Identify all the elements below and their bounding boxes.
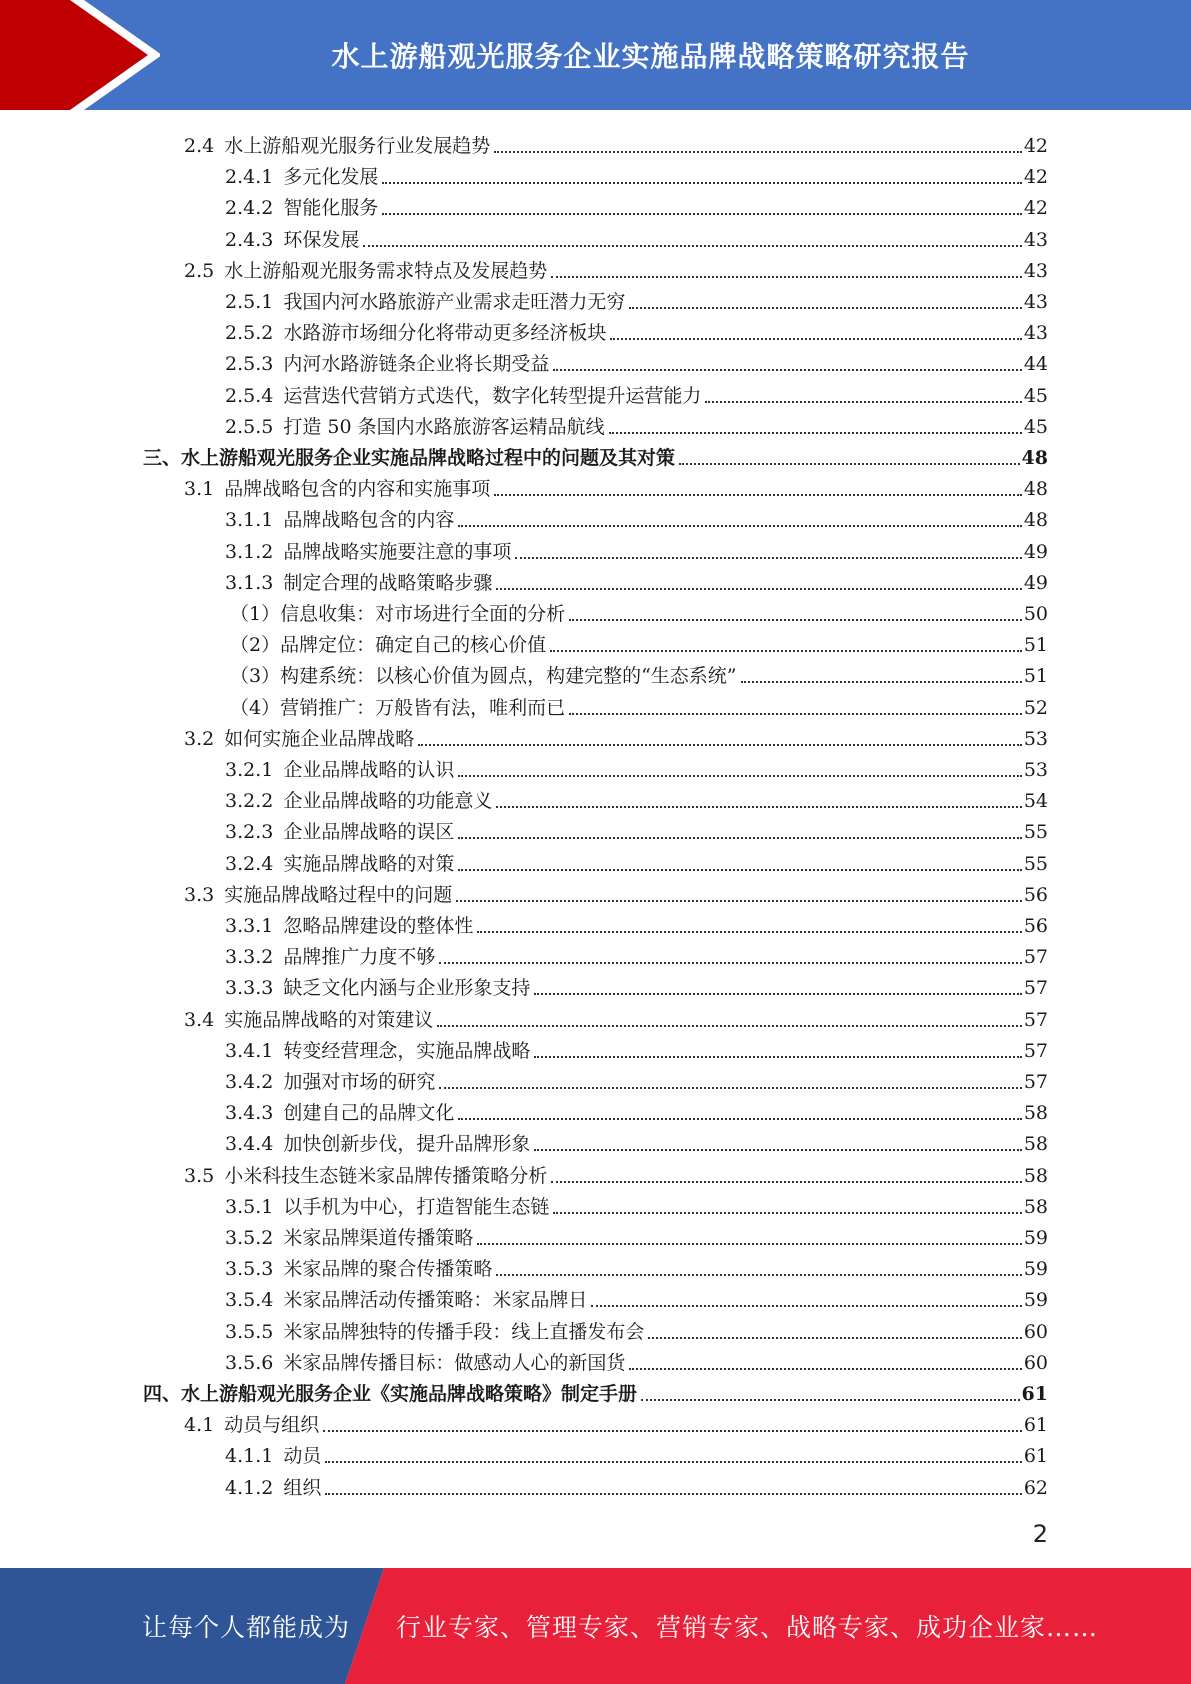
toc-entry[interactable] [184, 1157, 1048, 1188]
toc-entry-label: 如何实施企业品牌战略 [224, 727, 415, 750]
toc-entry-number: 2.5.5 [225, 415, 274, 438]
toc-dot-leader [494, 494, 1022, 496]
toc-entry-number: 2.5.4 [225, 384, 274, 407]
toc-entry-page: 55 [1023, 821, 1048, 844]
toc-entry-label: 米家品牌传播目标：做感动人心的新国货 [283, 1351, 626, 1374]
toc-entry[interactable] [225, 1032, 1048, 1063]
toc-entry-page: 59 [1023, 1258, 1048, 1281]
toc-entry[interactable] [225, 907, 1048, 938]
toc-entry[interactable] [225, 1313, 1048, 1344]
toc-entry-label: 以手机为中心，打造智能生态链 [283, 1195, 550, 1218]
toc-entry[interactable] [225, 1281, 1048, 1312]
toc-entry-label: 动员 [283, 1445, 322, 1468]
toc-entry-page: 43 [1023, 259, 1048, 282]
toc-entry-page: 57 [1023, 1071, 1048, 1093]
toc-entry-page: 58 [1023, 1102, 1048, 1125]
toc-dot-leader [325, 1461, 1021, 1463]
toc-entry-label: 创建自己的品牌文化 [283, 1102, 455, 1125]
toc-entry-page: 57 [1023, 1039, 1048, 1062]
toc-entry[interactable] [225, 189, 1048, 220]
toc-entry-page: 58 [1023, 1164, 1048, 1187]
toc-entry-label: 运营迭代营销方式迭代，数字化转型提升运营能力 [283, 384, 702, 407]
toc-dot-leader [629, 307, 1021, 309]
toc-entry-label: （1）信息收集：对市场进行全面的分析 [230, 603, 566, 625]
toc-entry-number: 3.5.6 [225, 1351, 274, 1374]
toc-entry-label: 米家品牌独特的传播手段：线上直播发布会 [283, 1320, 645, 1343]
toc-entry-page: 51 [1023, 634, 1048, 657]
toc-entry-number: 3.4 [184, 1008, 215, 1031]
toc-entry-number: 4.1 [184, 1414, 215, 1437]
toc-entry-page: 52 [1023, 696, 1048, 719]
toc-entry-label: 三、水上游船观光服务企业实施品牌战略过程中的问题及其对策 [143, 447, 676, 469]
toc-entry-page: 48 [1023, 478, 1048, 501]
footer-slogan-left: 让每个人都能成为 [142, 1613, 351, 1642]
toc-entry-label: 加强对市场的研究 [283, 1071, 436, 1093]
toc-entry-number: 3.3.3 [225, 977, 274, 1000]
toc-entry[interactable] [184, 720, 1048, 751]
header-chevron-icon [0, 0, 160, 110]
toc-entry-page: 44 [1023, 353, 1048, 376]
toc-entry-page: 48 [1023, 509, 1048, 532]
toc-entry-page: 60 [1023, 1351, 1048, 1374]
toc-entry-number: 3.1.2 [225, 540, 274, 563]
toc-entry-label: 加快创新步伐，提升品牌形象 [283, 1133, 531, 1156]
toc-dot-leader [325, 1493, 1021, 1495]
toc-entry[interactable] [225, 751, 1048, 782]
toc-entry[interactable] [184, 876, 1048, 907]
toc-dot-leader [477, 1243, 1021, 1245]
toc-entry-page: 43 [1023, 322, 1048, 345]
toc-entry-page: 49 [1023, 540, 1048, 563]
toc-entry-label: 企业品牌战略的误区 [283, 821, 455, 844]
toc-entry[interactable] [230, 657, 1048, 688]
toc-dot-leader [458, 1118, 1021, 1120]
toc-entry-label: 动员与组织 [224, 1414, 320, 1437]
toc-entry-number: 3.4.4 [225, 1133, 274, 1156]
toc-entry-number: 3.5.1 [225, 1195, 274, 1218]
toc-entry-page: 51 [1023, 665, 1048, 688]
toc-entry-number: 2.5.2 [225, 322, 274, 345]
toc-entry[interactable] [184, 1406, 1048, 1437]
toc-entry-page: 56 [1023, 915, 1048, 937]
toc-entry-label: 四、水上游船观光服务企业《实施品牌战略策略》制定手册 [143, 1383, 638, 1405]
page-footer [0, 1568, 1191, 1684]
toc-entry-label: 实施品牌战略的对策 [283, 852, 455, 875]
toc-dot-leader [553, 1212, 1021, 1214]
toc-entry-number: 4.1.2 [225, 1476, 274, 1499]
toc-entry[interactable] [225, 345, 1048, 376]
toc-dot-leader [648, 1337, 1021, 1339]
toc-entry-page: 55 [1023, 852, 1048, 875]
toc-dot-leader [458, 525, 1021, 527]
toc-entry-label: 打造 50 条国内水路旅游客运精品航线 [283, 415, 605, 438]
toc-entry-page: 49 [1023, 571, 1048, 594]
toc-dot-leader [534, 1149, 1021, 1151]
toc-entry-number: 4.1.1 [225, 1445, 274, 1468]
toc-entry-page: 60 [1023, 1320, 1048, 1343]
toc-entry[interactable] [184, 127, 1048, 158]
toc-entry-number: 3.5.5 [225, 1320, 274, 1343]
toc-entry-page: 50 [1023, 603, 1048, 625]
toc-entry-label: 制定合理的战略策略步骤 [283, 571, 493, 594]
toc-entry[interactable] [225, 564, 1048, 595]
toc-entry-page: 53 [1023, 727, 1048, 750]
toc-entry-label: 水上游船观光服务需求特点及发展趋势 [224, 259, 548, 282]
toc-entry-number: 3.4.2 [225, 1071, 274, 1093]
toc-entry-page: 62 [1023, 1476, 1048, 1499]
toc-dot-leader [705, 401, 1021, 403]
toc-entry-label: 品牌战略包含的内容 [283, 509, 455, 532]
page-header [0, 0, 1191, 110]
toc-dot-leader [679, 463, 1020, 465]
toc-entry[interactable] [225, 1250, 1048, 1281]
toc-entry-page: 48 [1021, 447, 1048, 469]
toc-entry-number: 2.5.1 [225, 291, 274, 313]
toc-entry[interactable] [225, 813, 1048, 844]
toc-entry-number: 2.5 [184, 259, 215, 282]
toc-entry-page: 42 [1023, 197, 1048, 220]
toc-dot-leader [515, 557, 1021, 559]
toc-entry-label: 忽略品牌建设的整体性 [283, 915, 474, 937]
toc-entry[interactable] [184, 1001, 1048, 1032]
toc-entry-label: 缺乏文化内涵与企业形象支持 [283, 977, 531, 1000]
toc-dot-leader [439, 1087, 1021, 1089]
toc-entry-page: 45 [1023, 384, 1048, 407]
toc-entry-number: 2.5.3 [225, 353, 274, 376]
toc-entry-number: 3.2.1 [225, 759, 274, 781]
toc-entry-page: 53 [1023, 759, 1048, 781]
toc-entry-number: 3.2.3 [225, 821, 274, 844]
toc-dot-leader [610, 338, 1021, 340]
toc-dot-leader [609, 432, 1022, 434]
toc-entry-page: 57 [1023, 1008, 1048, 1031]
toc-dot-leader [382, 182, 1021, 184]
toc-entry-number: 3.1.1 [225, 509, 274, 532]
toc-entry-page: 56 [1023, 883, 1048, 906]
toc-entry-page: 42 [1023, 135, 1048, 157]
toc-entry[interactable] [225, 1344, 1048, 1375]
toc-dot-leader [496, 806, 1021, 808]
toc-entry-number: 2.4.2 [225, 197, 274, 220]
toc-dot-leader [363, 245, 1021, 247]
toc-entry-page: 61 [1023, 1445, 1048, 1468]
toc-entry-page: 57 [1023, 977, 1048, 1000]
footer-slogan-right: 行业专家、管理专家、营销专家、战略专家、成功企业家…… [396, 1613, 1099, 1642]
toc-dot-leader [569, 713, 1022, 715]
toc-entry[interactable] [230, 626, 1048, 657]
toc-entry-number: 3.3.1 [225, 915, 274, 937]
toc-entry-number: 3.1.3 [225, 571, 274, 594]
toc-entry-label: 环保发展 [283, 228, 360, 251]
toc-entry[interactable] [225, 533, 1048, 564]
toc-dot-leader [382, 213, 1021, 215]
toc-dot-leader [641, 1399, 1020, 1401]
toc-dot-leader [629, 1368, 1021, 1370]
toc-dot-leader [551, 276, 1022, 278]
toc-dot-leader [458, 775, 1021, 777]
toc-entry[interactable] [225, 938, 1048, 969]
toc-entry[interactable] [143, 1375, 1048, 1406]
toc-dot-leader [496, 588, 1021, 590]
toc-entry[interactable] [225, 1125, 1048, 1156]
toc-entry[interactable] [225, 221, 1048, 252]
toc-entry-number: 3.2 [184, 727, 215, 750]
toc-entry-number: 3.5 [184, 1164, 215, 1187]
toc-entry-page: 45 [1023, 415, 1048, 438]
toc-entry-label: 小米科技生态链米家品牌传播策略分析 [224, 1164, 548, 1187]
toc-entry[interactable] [225, 501, 1048, 532]
toc-entry-label: 企业品牌战略的功能意义 [283, 790, 493, 813]
toc-entry-page: 59 [1023, 1289, 1048, 1312]
toc-entry-label: （3）构建系统：以核心价值为圆点，构建完整的“生态系统” [230, 665, 737, 688]
toc-entry-page: 58 [1023, 1133, 1048, 1156]
toc-entry[interactable] [225, 1188, 1048, 1219]
toc-entry-label: 水上游船观光服务行业发展趋势 [224, 135, 491, 157]
toc-entry-number: 3.5.4 [225, 1289, 274, 1312]
page-number: 2 [1032, 1520, 1048, 1548]
toc-entry-number: 3.2.2 [225, 790, 274, 813]
toc-entry-page: 58 [1023, 1195, 1048, 1218]
toc-dot-leader [496, 1274, 1021, 1276]
toc-dot-leader [494, 151, 1022, 153]
toc-entry-page: 42 [1023, 166, 1048, 189]
toc-entry[interactable] [225, 1063, 1048, 1094]
toc-entry[interactable] [184, 252, 1048, 283]
toc-entry-label: 品牌战略包含的内容和实施事项 [224, 478, 491, 501]
toc-entry-number: 3.3.2 [225, 946, 274, 969]
toc-dot-leader [439, 962, 1021, 964]
toc-entry-label: 我国内河水路旅游产业需求走旺潜力无穷 [283, 291, 626, 313]
toc-dot-leader [569, 619, 1022, 621]
toc-entry[interactable] [230, 595, 1048, 626]
toc-entry[interactable] [225, 283, 1048, 314]
toc-dot-leader [418, 744, 1022, 746]
toc-entry-page: 43 [1023, 228, 1048, 251]
toc-entry-label: 企业品牌战略的认识 [283, 759, 455, 781]
toc-entry[interactable] [225, 408, 1048, 439]
toc-entry-label: 米家品牌活动传播策略：米家品牌日 [283, 1289, 588, 1312]
toc-entry-label: 多元化发展 [283, 166, 379, 189]
toc-entry-number: 2.4 [184, 135, 215, 157]
toc-entry-label: 内河水路游链条企业将长期受益 [283, 353, 550, 376]
toc-entry-page: 43 [1023, 291, 1048, 313]
toc-entry-page: 59 [1023, 1227, 1048, 1249]
toc-entry[interactable] [225, 158, 1048, 189]
toc-entry[interactable] [225, 1094, 1048, 1125]
toc-entry[interactable] [225, 1437, 1048, 1468]
toc-entry-number: 3.5.2 [225, 1227, 274, 1249]
toc-dot-leader [534, 993, 1021, 995]
toc-entry-label: 智能化服务 [283, 197, 379, 220]
toc-entry-page: 61 [1023, 1414, 1048, 1437]
toc-entry-page: 61 [1021, 1383, 1048, 1405]
toc-entry-number: 2.4.1 [225, 166, 274, 189]
toc-entry[interactable] [143, 439, 1048, 470]
toc-dot-leader [323, 1430, 1022, 1432]
toc-entry-number: 3.4.1 [225, 1039, 274, 1062]
toc-entry-page: 54 [1023, 790, 1048, 813]
toc-dot-leader [551, 1181, 1022, 1183]
toc-entry-number: 2.4.3 [225, 228, 274, 251]
toc-entry[interactable] [225, 377, 1048, 408]
toc-entry-number: 3.4.3 [225, 1102, 274, 1125]
toc-entry-number: 3.2.4 [225, 852, 274, 875]
document-title: 水上游船观光服务企业实施品牌战略策略研究报告 [331, 40, 970, 73]
toc-entry-label: （2）品牌定位：确定自己的核心价值 [230, 634, 547, 657]
toc-dot-leader [591, 1305, 1021, 1307]
toc-dot-leader [741, 681, 1022, 683]
toc-entry-label: 组织 [283, 1476, 322, 1499]
toc-entry-label: 品牌战略实施要注意的事项 [283, 540, 512, 563]
toc-entry-number: 3.3 [184, 883, 215, 906]
toc-dot-leader [550, 650, 1022, 652]
toc-entry-label: 实施品牌战略的对策建议 [224, 1008, 434, 1031]
toc-entry-label: （4）营销推广：万般皆有法，唯利而已 [230, 696, 566, 719]
toc-dot-leader [456, 900, 1022, 902]
toc-entry-label: 转变经营理念，实施品牌战略 [283, 1039, 531, 1062]
toc-dot-leader [477, 931, 1021, 933]
toc-entry-label: 实施品牌战略过程中的问题 [224, 883, 453, 906]
toc-entry[interactable] [225, 782, 1048, 813]
toc-entry[interactable] [230, 689, 1048, 720]
toc-entry-label: 水路游市场细分化将带动更多经济板块 [283, 322, 607, 345]
toc-entry-label: 品牌推广力度不够 [283, 946, 436, 969]
toc-dot-leader [553, 369, 1021, 371]
toc-entry-number: 3.1 [184, 478, 215, 501]
toc-dot-leader [437, 1025, 1022, 1027]
toc-entry-number: 3.5.3 [225, 1258, 274, 1281]
toc-entry[interactable] [225, 314, 1048, 345]
toc-dot-leader [458, 869, 1021, 871]
toc-dot-leader [458, 837, 1021, 839]
toc-entry[interactable] [184, 470, 1048, 501]
toc-entry-page: 57 [1023, 946, 1048, 969]
toc-dot-leader [534, 1056, 1021, 1058]
toc-entry[interactable] [225, 1219, 1048, 1250]
toc-entry-label: 米家品牌渠道传播策略 [283, 1227, 474, 1249]
toc-entry[interactable] [225, 845, 1048, 876]
toc-entry[interactable] [225, 969, 1048, 1000]
toc-entry-label: 米家品牌的聚合传播策略 [283, 1258, 493, 1281]
toc-entry[interactable] [225, 1469, 1048, 1500]
